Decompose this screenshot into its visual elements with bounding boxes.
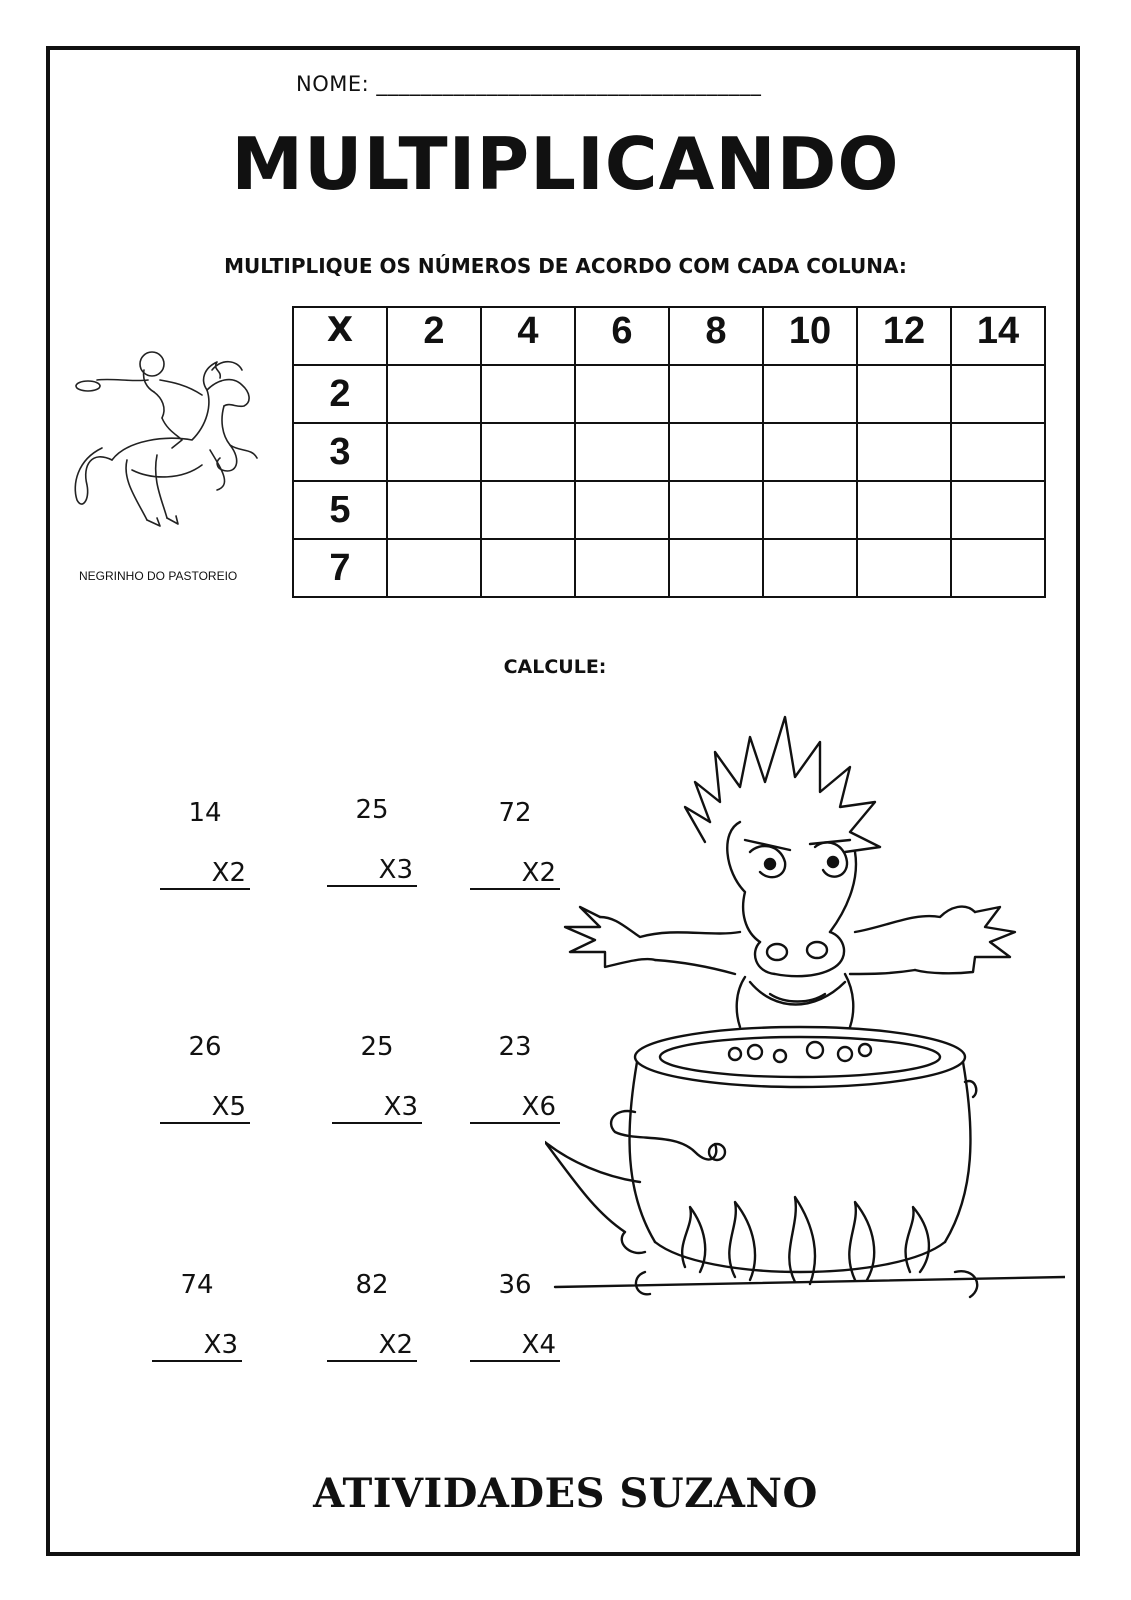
answer-cell[interactable]	[387, 423, 481, 481]
answer-cell[interactable]	[857, 539, 951, 597]
table-row	[293, 365, 1045, 423]
column-header: 14	[951, 307, 1045, 365]
problem-multiplier: X3	[327, 855, 417, 887]
problem-multiplicand: 36	[498, 1270, 532, 1300]
problem-multiplier: X2	[160, 858, 250, 890]
problem-multiplicand: 74	[180, 1270, 214, 1300]
answer-cell[interactable]	[857, 365, 951, 423]
row-header: 7	[293, 539, 387, 597]
problem-multiplicand: 25	[360, 1032, 394, 1062]
problem-multiplicand: 14	[188, 798, 222, 828]
answer-cell[interactable]	[857, 481, 951, 539]
answer-cell[interactable]	[481, 481, 575, 539]
table-row	[293, 481, 1045, 539]
answer-cell[interactable]	[951, 423, 1045, 481]
column-header: 6	[575, 307, 669, 365]
answer-cell[interactable]	[763, 423, 857, 481]
problem-multiplicand: 25	[355, 795, 389, 825]
problem-multiplier: X2	[327, 1330, 417, 1362]
problem-multiplier: X4	[470, 1330, 560, 1362]
horse-rider-illustration	[72, 340, 267, 540]
footer-brand: ATIVIDADES SUZANO	[313, 1470, 818, 1517]
multiplication-problem	[160, 798, 250, 890]
multiplication-problem	[160, 1032, 250, 1124]
problem-multiplicand: 72	[498, 798, 532, 828]
answer-cell[interactable]	[951, 481, 1045, 539]
problem-multiplicand: 26	[188, 1032, 222, 1062]
table-corner-cell: X	[293, 307, 387, 365]
name-field-label: NOME: ___________________________________	[296, 72, 762, 96]
column-header: 8	[669, 307, 763, 365]
answer-cell[interactable]	[763, 539, 857, 597]
answer-cell[interactable]	[575, 539, 669, 597]
answer-cell[interactable]	[387, 481, 481, 539]
answer-cell[interactable]	[387, 539, 481, 597]
answer-cell[interactable]	[481, 539, 575, 597]
row-header: 5	[293, 481, 387, 539]
answer-cell[interactable]	[857, 423, 951, 481]
multiplication-problem	[152, 1270, 242, 1362]
answer-cell[interactable]	[575, 423, 669, 481]
answer-cell[interactable]	[481, 423, 575, 481]
problem-multiplier: X6	[470, 1092, 560, 1124]
answer-cell[interactable]	[669, 539, 763, 597]
row-header: 2	[293, 365, 387, 423]
multiplication-problem	[327, 1270, 417, 1362]
page-title: MULTIPLICANDO	[231, 122, 900, 206]
instruction-text: MULTIPLIQUE OS NÚMEROS DE ACORDO COM CADA COLUNA:	[224, 254, 907, 278]
answer-cell[interactable]	[763, 365, 857, 423]
problem-multiplicand: 23	[498, 1032, 532, 1062]
multiplication-table	[292, 306, 1046, 598]
row-header: 3	[293, 423, 387, 481]
problem-multiplicand: 82	[355, 1270, 389, 1300]
problem-multiplier: X3	[332, 1092, 422, 1124]
column-header: 10	[763, 307, 857, 365]
answer-cell[interactable]	[951, 539, 1045, 597]
answer-cell[interactable]	[387, 365, 481, 423]
answer-cell[interactable]	[575, 481, 669, 539]
column-header: 2	[387, 307, 481, 365]
answer-cell[interactable]	[669, 365, 763, 423]
column-header: 12	[857, 307, 951, 365]
multiplication-problem	[327, 795, 417, 887]
calculate-label: CALCULE:	[503, 656, 607, 678]
horse-caption: NEGRINHO DO PASTOREIO	[79, 569, 238, 583]
answer-cell[interactable]	[575, 365, 669, 423]
multiplication-problem	[332, 1032, 422, 1124]
table-header-row	[293, 307, 1045, 365]
column-header: 4	[481, 307, 575, 365]
answer-cell[interactable]	[951, 365, 1045, 423]
answer-cell[interactable]	[669, 423, 763, 481]
problem-multiplier: X3	[152, 1330, 242, 1362]
answer-cell[interactable]	[763, 481, 857, 539]
answer-cell[interactable]	[481, 365, 575, 423]
problem-multiplier: X2	[470, 858, 560, 890]
dragon-cauldron-illustration	[545, 712, 1065, 1312]
problem-multiplier: X5	[160, 1092, 250, 1124]
answer-cell[interactable]	[669, 481, 763, 539]
table-row	[293, 423, 1045, 481]
table-row	[293, 539, 1045, 597]
